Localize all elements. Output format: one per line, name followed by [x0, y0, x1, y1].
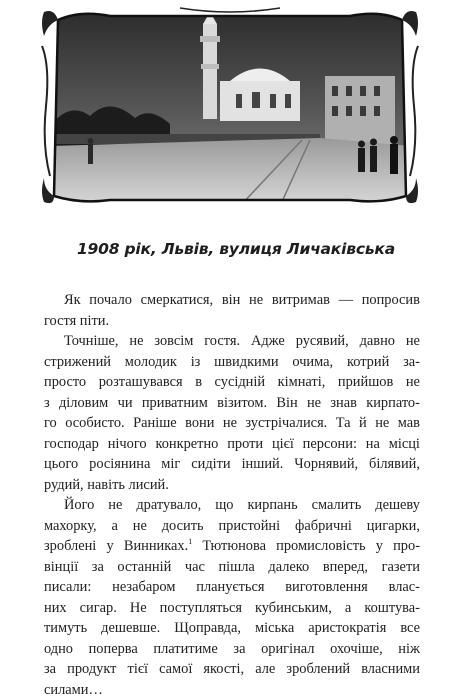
- text-line: [44, 618, 420, 639]
- word: них: [44, 598, 67, 619]
- text-line: [44, 352, 420, 373]
- word: особисто.: [65, 413, 124, 434]
- word: за-: [403, 352, 420, 373]
- word: а: [345, 598, 351, 619]
- word: оригінал: [261, 639, 314, 660]
- word: інший.: [242, 454, 284, 475]
- word: швидкими: [214, 352, 278, 373]
- word: платитиме: [153, 639, 217, 660]
- word: дешевше.: [101, 618, 160, 639]
- word: тимуть: [44, 618, 87, 639]
- word: Щоправда,: [174, 618, 241, 639]
- word: не: [249, 290, 263, 311]
- word: го: [44, 413, 57, 434]
- text-line: рудий, навіть лисий.: [44, 475, 420, 496]
- word: очима,: [292, 352, 333, 373]
- city-street-photo: [40, 6, 420, 208]
- word: попросив: [362, 290, 420, 311]
- word: тієї: [128, 659, 148, 680]
- word: —: [339, 290, 353, 311]
- word: давно: [360, 331, 395, 352]
- word: влас-: [389, 577, 420, 598]
- word: вони: [185, 413, 214, 434]
- word: почало: [89, 290, 132, 311]
- word: вперед,: [323, 557, 368, 578]
- word: про-: [393, 536, 420, 557]
- word: пристойні: [218, 516, 280, 537]
- word: а: [111, 516, 117, 537]
- word: міг: [161, 454, 180, 475]
- word: персони:: [303, 434, 357, 455]
- word: поступляться: [160, 598, 242, 619]
- word: зроблений: [286, 659, 350, 680]
- word: цієї: [272, 434, 294, 455]
- word: чи: [118, 393, 133, 414]
- text-line: [44, 659, 420, 680]
- word: Та: [336, 413, 351, 434]
- word: зроблені: [44, 536, 96, 557]
- word: за: [44, 659, 56, 680]
- word: сигар.: [80, 598, 117, 619]
- word: мав: [398, 413, 420, 434]
- word: далеко: [268, 557, 309, 578]
- chapter-title: 1908 рік, Львів, вулиця Личаківська: [0, 240, 472, 258]
- word: діловим: [59, 393, 108, 414]
- word: дешеву: [375, 495, 420, 516]
- word: Чорнявий,: [294, 454, 358, 475]
- word: з: [44, 393, 50, 414]
- word: фабричні: [295, 516, 352, 537]
- word: писали:: [44, 577, 91, 598]
- footnote-mark: 1: [188, 537, 192, 546]
- word: Винниках.$^1$: [124, 536, 192, 557]
- word: не: [406, 331, 420, 352]
- word: досить: [162, 516, 204, 537]
- word: білявий,: [369, 454, 420, 475]
- text-line: [44, 536, 420, 557]
- word: виготовлення: [285, 577, 368, 598]
- word: пішла: [218, 557, 254, 578]
- word: просто: [44, 372, 86, 393]
- word: не: [307, 393, 321, 414]
- text-line: [44, 639, 420, 660]
- word: стрижений: [44, 352, 111, 373]
- word: у: [376, 536, 383, 557]
- word: із: [191, 352, 201, 373]
- word: кирпань: [247, 495, 297, 516]
- word: Точніше,: [64, 331, 119, 352]
- text-line: [44, 413, 420, 434]
- word: але: [255, 659, 275, 680]
- word: одно: [44, 639, 73, 660]
- word: коштува-: [364, 598, 420, 619]
- word: зустрічалися.: [245, 413, 327, 434]
- word: не: [129, 331, 143, 352]
- word: прийшов: [338, 372, 393, 393]
- word: смеркатися,: [141, 290, 213, 311]
- word: за: [92, 557, 104, 578]
- word: розташувався: [99, 372, 183, 393]
- text-line: [44, 557, 420, 578]
- word: кубинським,: [255, 598, 332, 619]
- word: останній: [117, 557, 171, 578]
- word: він: [222, 290, 241, 311]
- word: місці: [389, 434, 420, 455]
- word: міська: [255, 618, 294, 639]
- word: нічого: [108, 434, 147, 455]
- word: господар: [44, 434, 99, 455]
- text-line: [44, 454, 420, 475]
- word: сидіти: [191, 454, 230, 475]
- word: конкретно: [155, 434, 218, 455]
- word: приватним: [142, 393, 208, 414]
- word: котрий: [347, 352, 389, 373]
- word: що: [215, 495, 233, 516]
- word: Він: [276, 393, 297, 414]
- word: візитом.: [217, 393, 267, 414]
- word: в: [195, 372, 202, 393]
- word: не: [108, 495, 122, 516]
- word: Його: [64, 495, 94, 516]
- word: росіянина: [89, 454, 150, 475]
- text-line: [44, 516, 420, 537]
- text-line: [44, 577, 420, 598]
- word: зовсім: [154, 331, 193, 352]
- text-line: [44, 393, 420, 414]
- vintage-photo-frame: [40, 6, 420, 208]
- word: проти: [227, 434, 263, 455]
- word: планується: [196, 577, 264, 598]
- word: за: [233, 639, 245, 660]
- text-line: [44, 290, 420, 311]
- word: Раніше: [133, 413, 177, 434]
- word: Не: [130, 598, 147, 619]
- word: не: [223, 413, 237, 434]
- body-text: [44, 290, 420, 700]
- word: на: [366, 434, 380, 455]
- word: русявий,: [296, 331, 349, 352]
- word: якості,: [203, 659, 244, 680]
- word: молодик: [125, 352, 177, 373]
- text-line: [44, 434, 420, 455]
- word: власними: [361, 659, 420, 680]
- word: махорку,: [44, 516, 97, 537]
- word: Тютюнова: [202, 536, 266, 557]
- word: охочіше,: [330, 639, 383, 660]
- word: Як: [64, 290, 81, 311]
- word: газети: [382, 557, 420, 578]
- word: незабаром: [112, 577, 175, 598]
- text-line: [44, 372, 420, 393]
- word: ніж: [398, 639, 420, 660]
- text-line: [44, 598, 420, 619]
- word: не: [133, 516, 147, 537]
- word: кирпато-: [366, 393, 420, 414]
- word: цього: [44, 454, 78, 475]
- word: цигарки,: [367, 516, 420, 537]
- text-line: [44, 331, 420, 352]
- word: не: [375, 413, 389, 434]
- word: не: [406, 372, 420, 393]
- word: кімнаті,: [278, 372, 326, 393]
- word: самої: [159, 659, 192, 680]
- word: у: [106, 536, 113, 557]
- word: сусідній: [215, 372, 266, 393]
- word: дратувало,: [136, 495, 201, 516]
- text-line: гостя піти.: [44, 311, 420, 332]
- word: знав: [330, 393, 357, 414]
- text-line: [44, 495, 420, 516]
- word: смалить: [312, 495, 362, 516]
- word: промисловість: [276, 536, 365, 557]
- word: Адже: [251, 331, 285, 352]
- word: все: [400, 618, 420, 639]
- word: аристократія: [308, 618, 386, 639]
- text-line: силами…: [44, 680, 420, 700]
- word: продукт: [67, 659, 116, 680]
- word: й: [359, 413, 367, 434]
- word: вінції: [44, 557, 78, 578]
- word: гостя.: [204, 331, 240, 352]
- word: поперва: [89, 639, 138, 660]
- word: витримав: [272, 290, 330, 311]
- word: час: [185, 557, 205, 578]
